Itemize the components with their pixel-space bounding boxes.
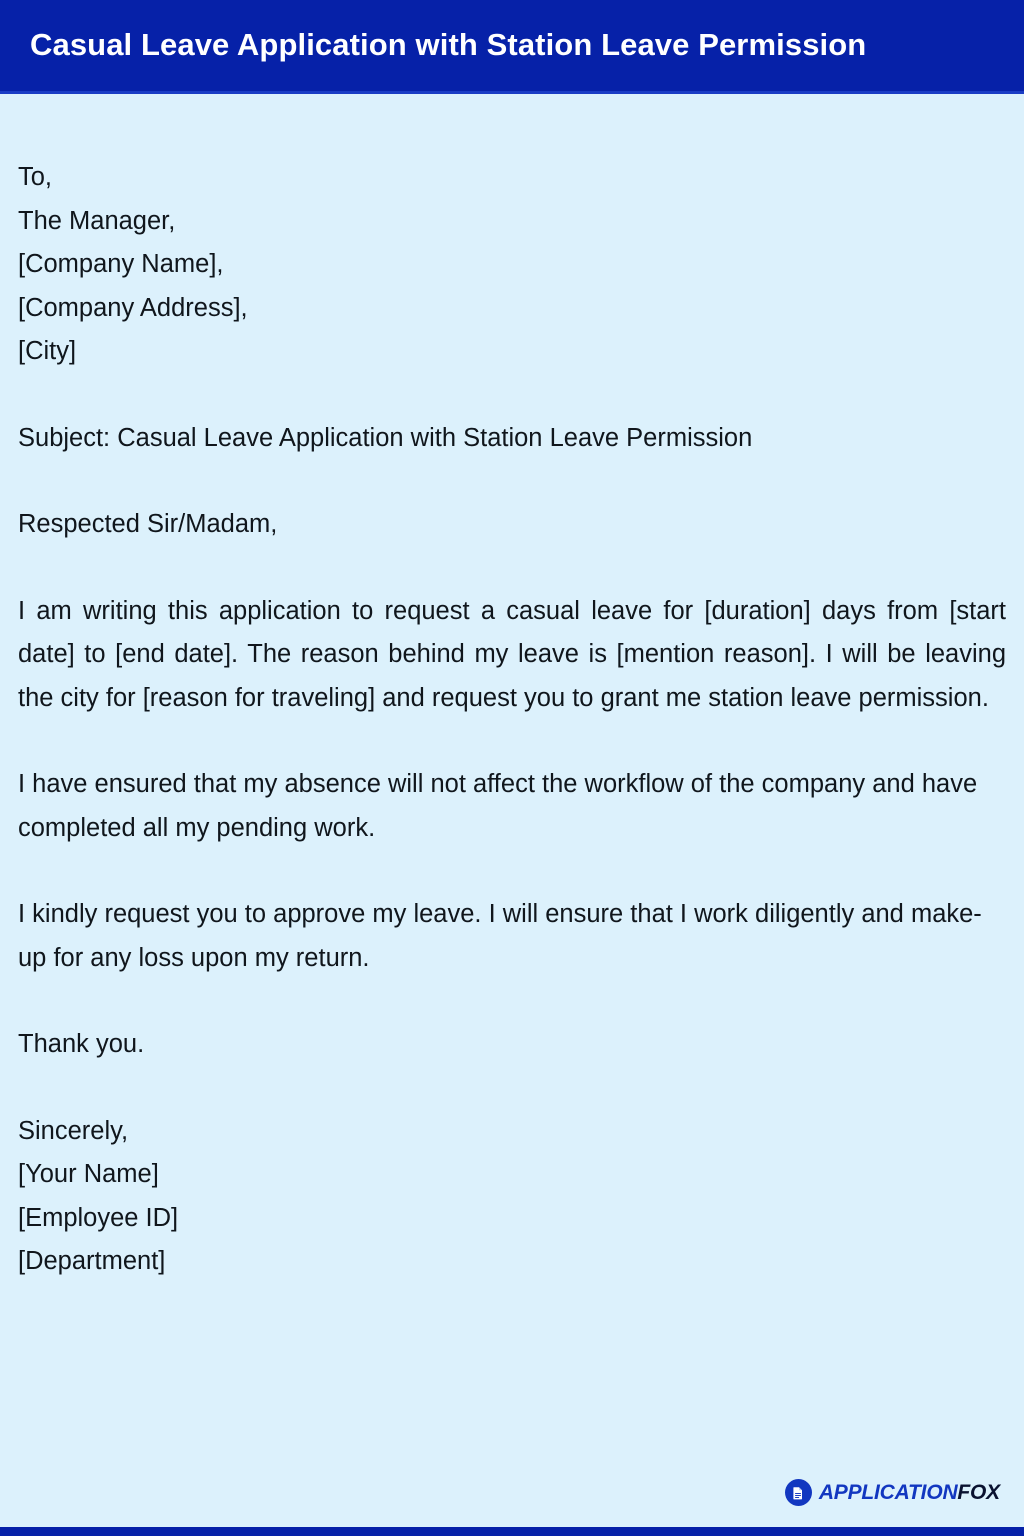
page-title: Casual Leave Application with Station Leave Permission [30,27,867,63]
letter-body [0,94,1024,1536]
brand-logo-text-primary: APPLICATION [818,1481,958,1504]
salutation: Respected Sir/Madam, [18,510,278,538]
address-line-company-name: [Company Name], [18,250,224,278]
address-line-to: To, [18,163,53,191]
body-paragraph-2: I have ensured that my absence will not affect the workflow of the company and have completed all my pending work. [18,770,978,842]
body-paragraph-1: I am writing this application to request a casual leave for [duration] days from [start date] to [end date]. The reason behind my leave is [mention reason]. I will be leaving the city for [reason for traveling] and request you to grant me station leave permission. [18,596,1006,712]
brand-logo [785,1479,1000,1506]
thank-you-line: Thank you. [18,1030,145,1058]
bottom-accent-bar [0,1527,1024,1536]
signature-block [18,1110,1006,1284]
document-header-band [0,0,1024,94]
address-line-company-address: [Company Address], [18,293,248,322]
signature-name: [Your Name] [18,1160,159,1188]
brand-logo-text-secondary: FOX [957,1481,1000,1504]
brand-logo-text [819,1482,1000,1503]
recipient-address-block [18,156,1006,374]
address-line-manager: The Manager, [18,206,176,235]
signature-closing: Sincerely, [18,1116,129,1145]
document-circle-icon [785,1479,812,1506]
subject-line: Subject: Casual Leave Application with Station Leave Permission [18,423,753,452]
signature-department: [Department] [18,1247,166,1275]
signature-employee-id: [Employee ID] [18,1203,179,1232]
body-paragraph-3: I kindly request you to approve my leave. I will ensure that I work diligently and make-up for any loss upon my return. [18,900,982,972]
address-line-city: [City] [18,337,77,365]
